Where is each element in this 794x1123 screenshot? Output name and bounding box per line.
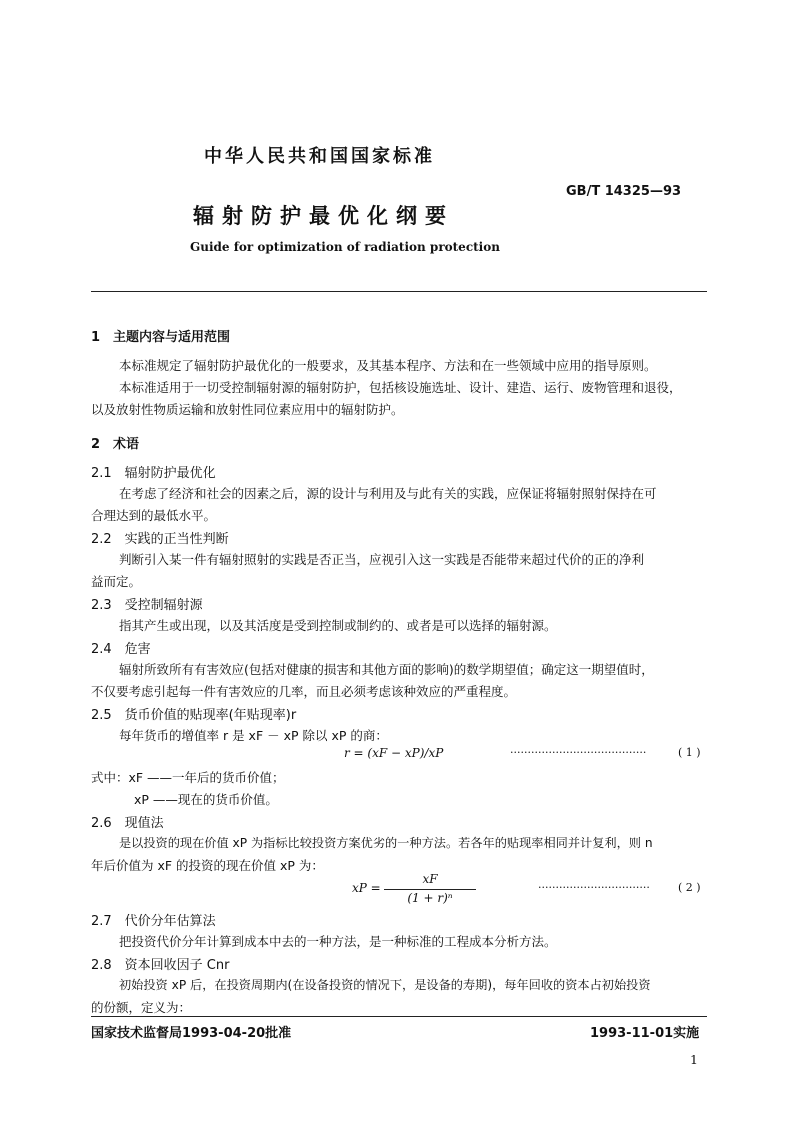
equation-2-denominator: (1 + r)ⁿ [407,891,453,905]
equation-1-leader: ······································· [510,746,647,759]
effective-date: 1993-11-01实施 [590,1026,700,1041]
term-2-2-text-cont: 益而定。 [91,574,142,589]
term-2-8-text: 初始投资 xP 后，在投资周期内(在设备投资的情况下，是设备的寿期)，每年回收的资本占初始投资 [119,978,651,992]
footer-rule [91,1016,707,1017]
term-2-7-text: 把投资代价分年计算到成本中去的一种方法，是一种标准的工程成本分析方法。 [119,934,557,949]
equation-2-leader: ································ [538,881,650,894]
header-rule [91,291,707,292]
english-title: Guide for optimization of radiation protection [190,240,500,254]
section-1-para-1: 本标准规定了辐射防护最优化的一般要求，及其基本程序、方法和在一些领域中应用的指导原则。 [119,358,657,373]
section-1-heading: 1 主题内容与适用范围 [91,330,231,345]
term-2-1-text-cont: 合理达到的最低水平。 [91,508,217,523]
term-2-3-text: 指其产生或出现，以及其活度是受到控制或制约的、或者是可以选择的辐射源。 [119,618,557,633]
equation-1: r = (xF − xP)/xP [344,746,444,760]
equation-2-lhs: xP = [352,881,381,895]
term-2-2-text: 判断引入某一件有辐射照射的实践是否正当，应视引入这一实践是否能带来超过代价的正的净利 [119,552,645,567]
section-1-para-2: 本标准适用于一切受控制辐射源的辐射防护，包括核设施选址、设计、建造、运行、废物管理和退役， [119,380,682,395]
term-2-6-text: 是以投资的现在价值 xP 为指标比较投资方案优劣的一种方法。若各年的贴现率相同并计复利，则 n [119,836,653,850]
term-2-8-heading: 2.8 资本回收因子 Cnr [91,958,230,973]
term-2-2-heading: 2.2 实践的正当性判断 [91,532,229,547]
term-2-4-heading: 2.4 危害 [91,642,151,657]
equation-2-numerator: xF [422,872,438,886]
section-1-para-2-cont: 以及放射性物质运输和放射性同位素应用中的辐射防护。 [91,402,404,417]
term-2-7-heading: 2.7 代价分年估算法 [91,914,216,929]
equation-1-number: ( 1 ) [678,746,701,759]
term-2-6-heading: 2.6 现值法 [91,816,164,831]
equation-2-number: ( 2 ) [678,881,701,894]
document-title: 辐射防护最优化纲要 [193,204,454,228]
term-2-1-text: 在考虑了经济和社会的因素之后，源的设计与利用及与此有关的实践，应保证将辐射照射保持在可 [119,486,657,501]
page-number: 1 [690,1052,698,1067]
term-2-1-heading: 2.1 辐射防护最优化 [91,466,216,481]
term-2-8-text-cont: 的份额，定义为： [91,1000,192,1015]
standard-number: GB/T 14325—93 [566,184,682,199]
term-2-4-text: 辐射所致所有有害效应(包括对健康的损害和其他方面的影响)的数学期望值；确定这一期望值时， [119,662,654,677]
term-2-5-heading: 2.5 货币价值的贴现率(年贴现率)r [91,708,297,723]
section-2-heading: 2 术语 [91,437,140,452]
term-2-3-heading: 2.3 受控制辐射源 [91,598,203,613]
approval-line: 国家技术监督局1993-04-20批准 [91,1026,292,1041]
fraction-bar [384,889,476,890]
term-2-5-where-xf: 式中：xF ——一年后的货币价值； [91,770,285,785]
term-2-6-text-cont: 年后价值为 xF 的投资的现在价值 xP 为： [91,858,324,873]
term-2-5-text: 每年货币的增值率 r 是 xF － xP 除以 xP 的商： [119,728,388,743]
national-standard-heading: 中华人民共和国国家标准 [204,146,435,167]
term-2-5-where-xp: xP ——现在的货币价值。 [134,792,278,807]
equation-2-fraction [384,872,476,905]
term-2-4-text-cont: 不仅要考虑引起每一件有害效应的几率，而且必须考虑该种效应的严重程度。 [91,684,517,699]
